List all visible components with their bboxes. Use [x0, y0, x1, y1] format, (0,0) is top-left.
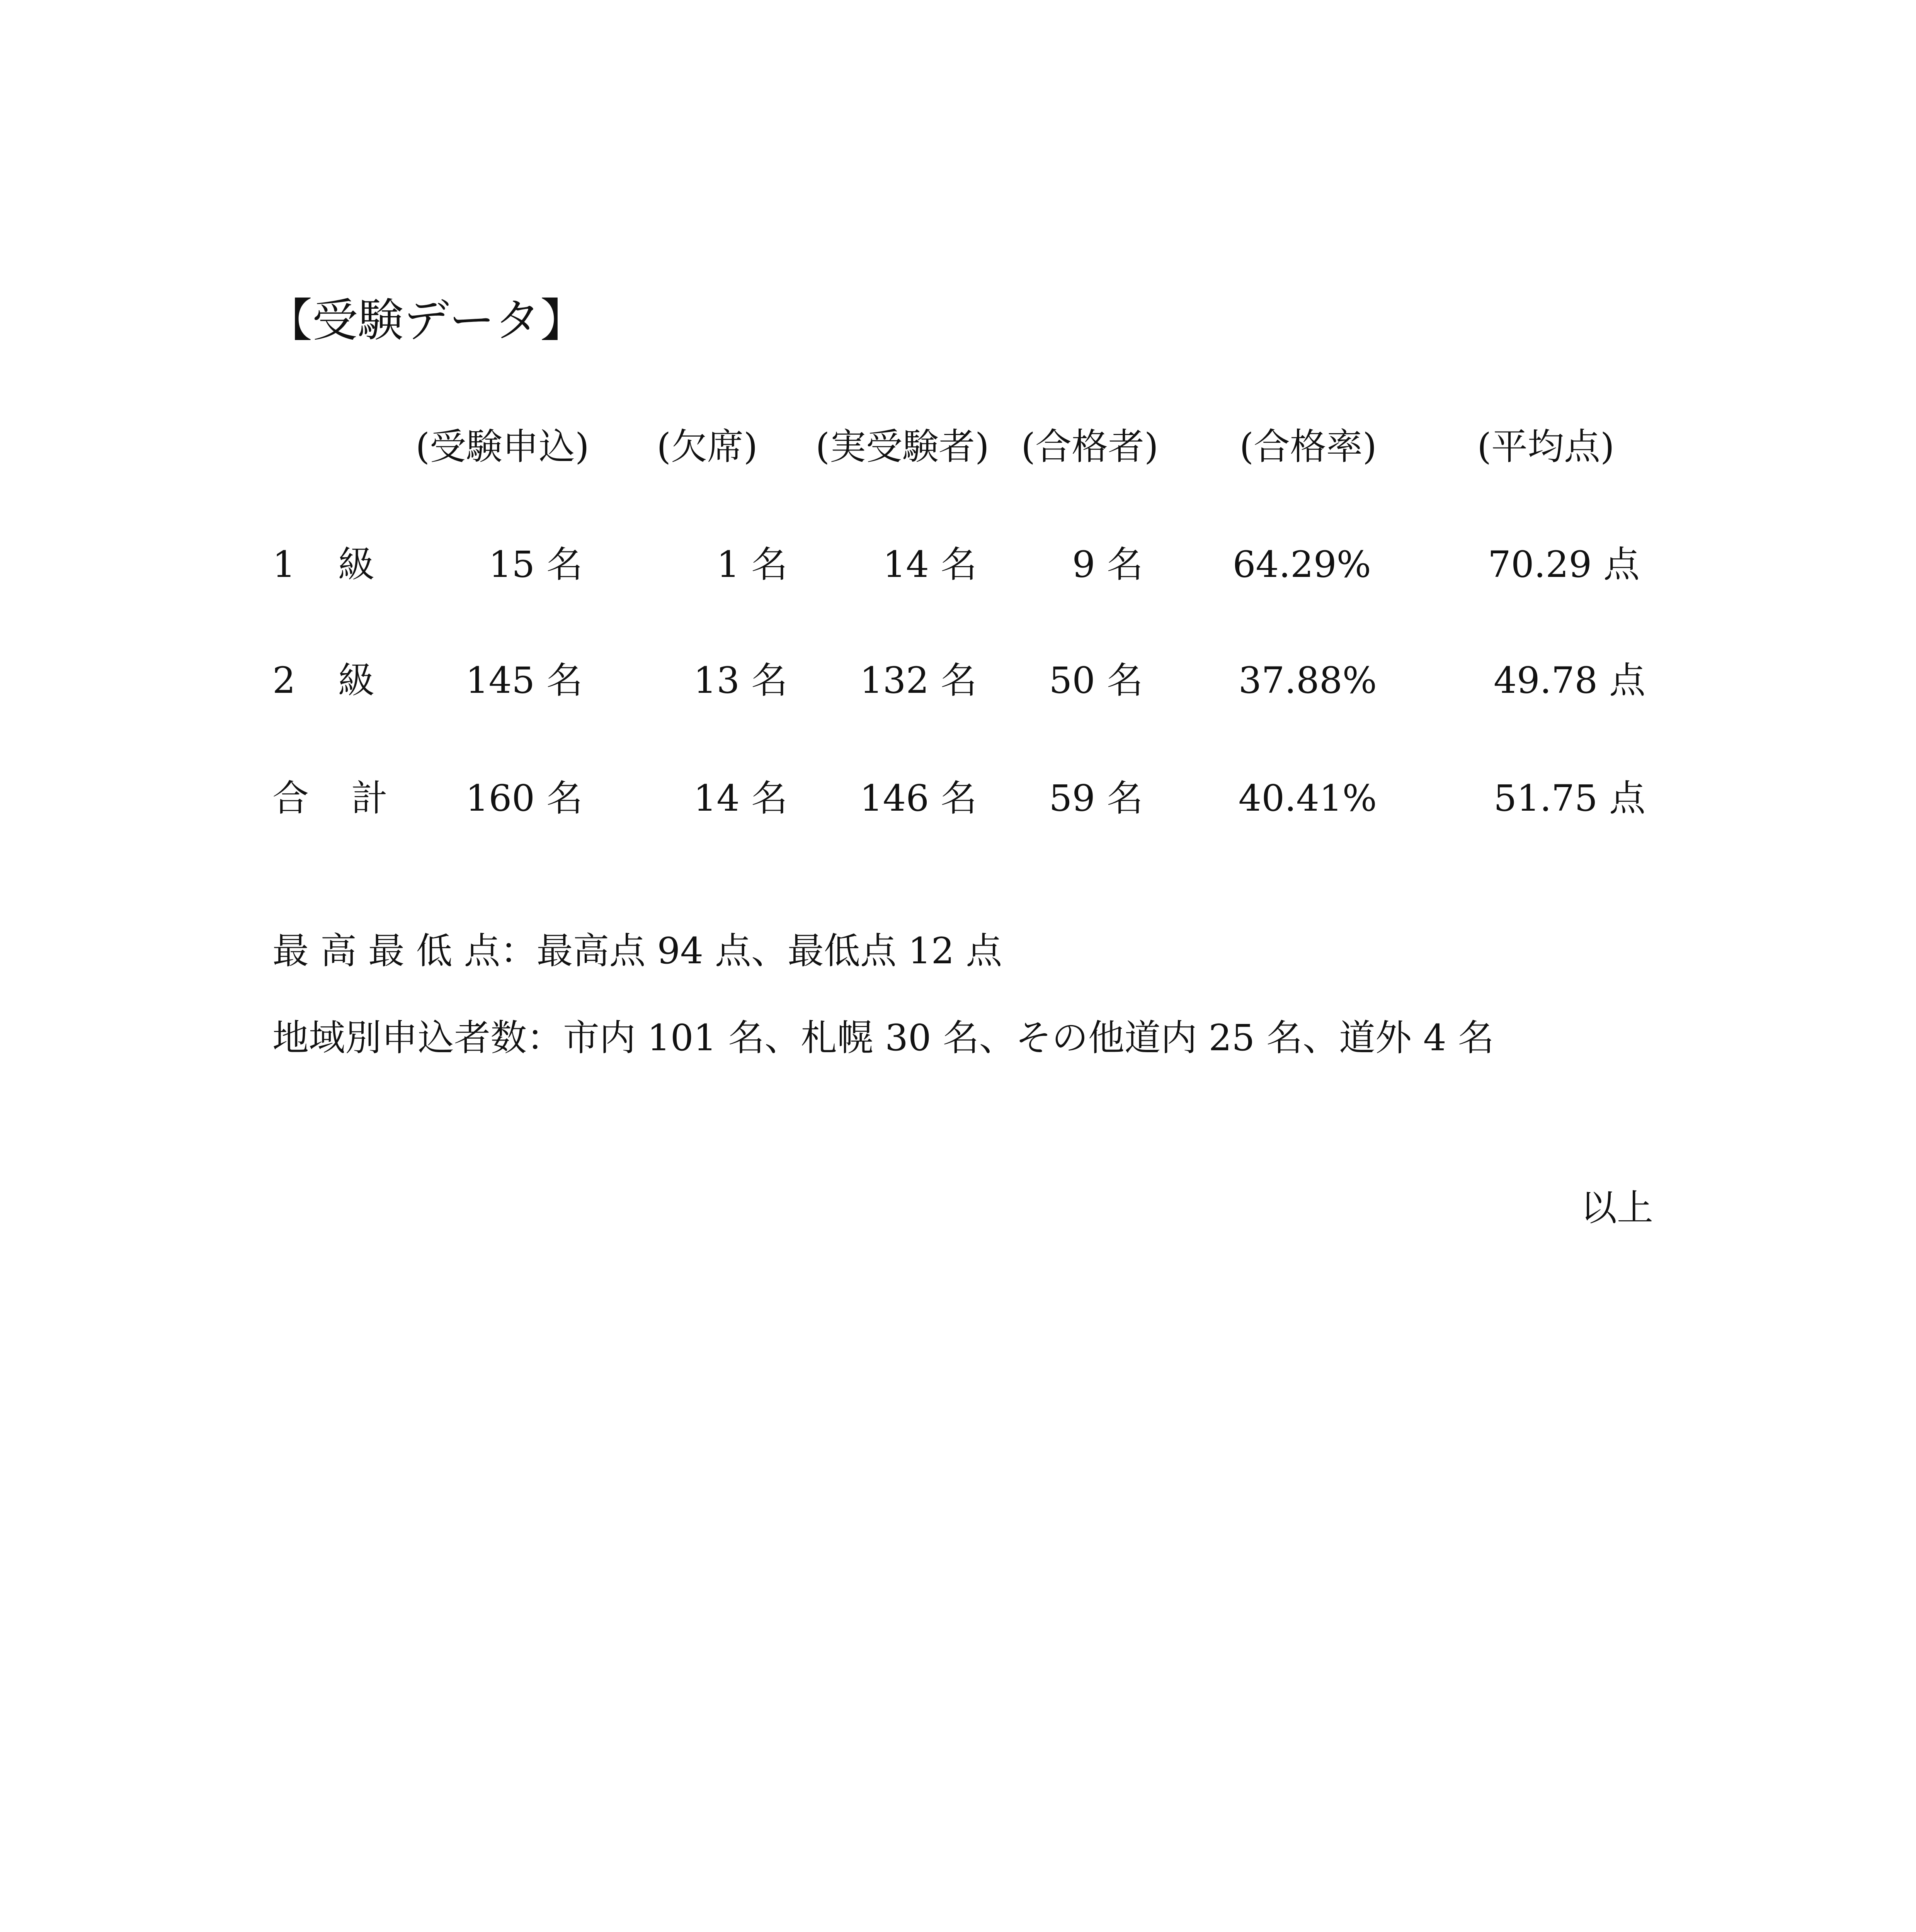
row-label-part: 級 [338, 544, 374, 586]
row-label-part: 計 [351, 777, 388, 820]
cell-average: 70.29 点 [1488, 544, 1640, 586]
cell-passed: 9 名 [1072, 544, 1143, 586]
cell-absent: 14 名 [693, 777, 788, 820]
table-row [0, 660, 1916, 709]
table-row [0, 544, 1916, 593]
closing-mark: 以上 [1580, 1187, 1653, 1229]
header-pass-rate: (合格率) [1239, 426, 1377, 468]
cell-applied: 145 名 [465, 660, 583, 702]
header-absent: (欠席) [657, 426, 758, 468]
score-summary [272, 930, 1002, 972]
score-summary-text: 最高点 94 点、最低点 12 点 [536, 930, 1002, 972]
row-label-part: 1 [272, 544, 296, 586]
cell-passed: 59 名 [1049, 777, 1143, 820]
cell-passed: 50 名 [1049, 660, 1143, 702]
cell-examinees: 132 名 [859, 660, 977, 702]
cell-applied: 15 名 [488, 544, 583, 586]
header-average: (平均点) [1477, 426, 1615, 468]
page-title: 【受験データ】 [267, 294, 586, 347]
cell-absent: 13 名 [693, 660, 788, 702]
row-label-part: 2 [272, 660, 296, 702]
score-summary-label: 最 高 最 低 点： [272, 930, 537, 972]
row-label [272, 660, 374, 702]
region-summary-label: 地域別申込者数： [272, 1017, 563, 1059]
cell-average: 49.78 点 [1494, 660, 1645, 702]
row-label [272, 777, 388, 820]
cell-applied: 160 名 [465, 777, 583, 820]
header-examinees: (実受験者) [815, 426, 989, 468]
row-label-part: 級 [338, 660, 374, 702]
cell-pass-rate: 37.88% [1238, 660, 1377, 702]
region-summary-text: 市内 101 名、札幌 30 名、その他道内 25 名、道外 4 名 [563, 1017, 1494, 1059]
row-label [272, 544, 374, 586]
row-label-part: 合 [272, 777, 309, 820]
cell-absent: 1 名 [716, 544, 788, 586]
cell-pass-rate: 64.29% [1232, 544, 1371, 586]
region-summary [272, 1017, 1494, 1059]
header-applied: (受験申込) [415, 426, 589, 468]
cell-examinees: 146 名 [859, 777, 977, 820]
cell-examinees: 14 名 [883, 544, 977, 586]
table-header-row [0, 426, 1916, 475]
header-passed: (合格者) [1021, 426, 1159, 468]
table-row [0, 777, 1916, 827]
cell-average: 51.75 点 [1494, 777, 1645, 820]
cell-pass-rate: 40.41% [1238, 777, 1377, 820]
